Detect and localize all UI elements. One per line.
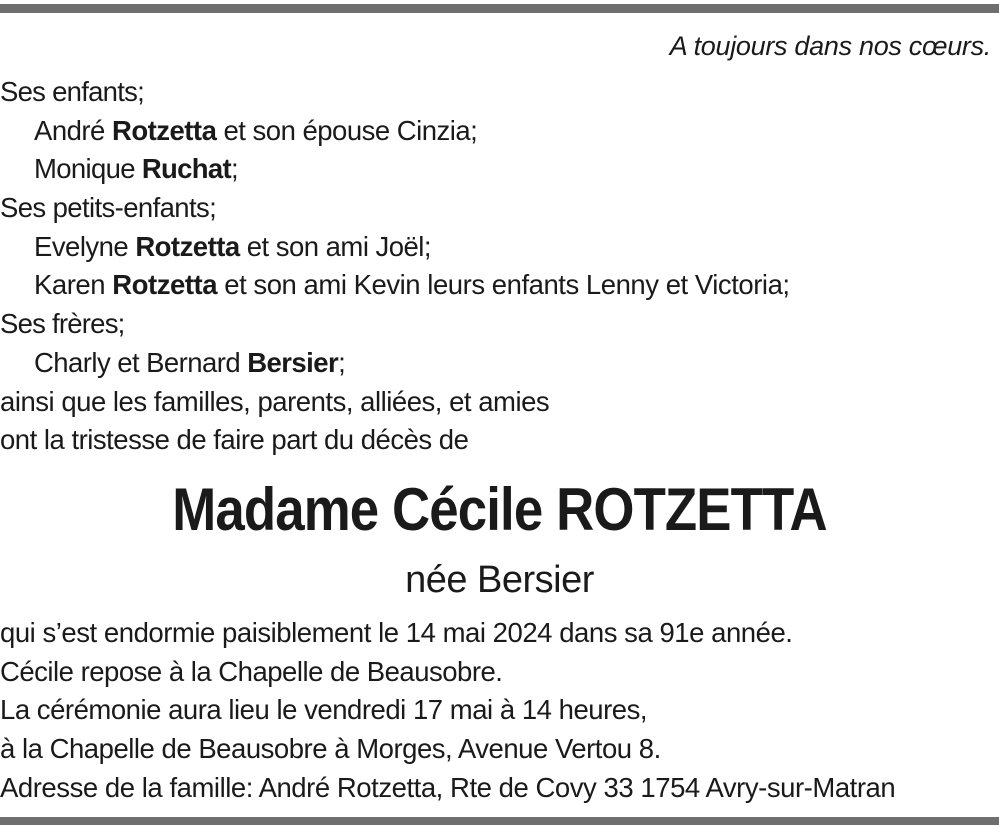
family-list [0,73,999,460]
sibling-entry [0,344,999,383]
grandchild-entry [0,266,999,305]
detail-line: Adresse de la famille: André Rotzetta, Rte de Covy 33 1754 Avry-sur-Matran [0,771,896,803]
relation: ; [338,346,346,378]
last-name: Bersier [247,346,339,378]
siblings-heading: Ses frères; [0,308,125,340]
details-list [0,614,999,807]
child-entry [0,112,999,151]
deceased-name: Madame Cécile ROTZETTA [172,476,827,543]
detail-line: à la Chapelle de Beausobre à Morges, Avenue Vertou 8. [0,733,661,765]
others-line: ainsi que les familles, parents, alliées, et amies [0,385,550,417]
last-name: Rotzetta [112,269,218,301]
first-name: Charly et Bernard [34,346,241,378]
detail-line: La cérémonie aura lieu le vendredi 17 mai à 14 heures, [0,694,648,726]
maiden-name: née Bersier [405,559,594,601]
bottom-rule [0,817,999,825]
relation: et son épouse Cinzia; [223,114,478,146]
motto: A toujours dans nos cœurs. [669,31,991,61]
relation: ; [231,153,238,185]
relation: et son ami Kevin leurs enfants Lenny et Victoria; [224,269,790,301]
last-name: Ruchat [141,153,232,185]
first-name: Karen [34,269,106,301]
detail-line: Cécile repose à la Chapelle de Beausobre. [0,655,503,687]
child-entry [0,150,999,189]
grandchild-entry [0,228,999,267]
last-name: Rotzetta [135,230,240,262]
announcement-line: ont la tristesse de faire part du décès de [0,424,469,456]
grandchildren-heading: Ses petits-enfants; [0,192,217,224]
relation: et son ami Joël; [246,230,432,262]
detail-line: qui s’est endormie paisiblement le 14 mai 2024 dans sa 91e année. [0,617,793,648]
top-rule [0,4,999,13]
last-name: Rotzetta [111,114,217,146]
first-name: Monique [34,153,135,185]
first-name: André [34,114,105,146]
children-heading: Ses enfants; [0,76,145,107]
first-name: Evelyne [34,230,129,262]
